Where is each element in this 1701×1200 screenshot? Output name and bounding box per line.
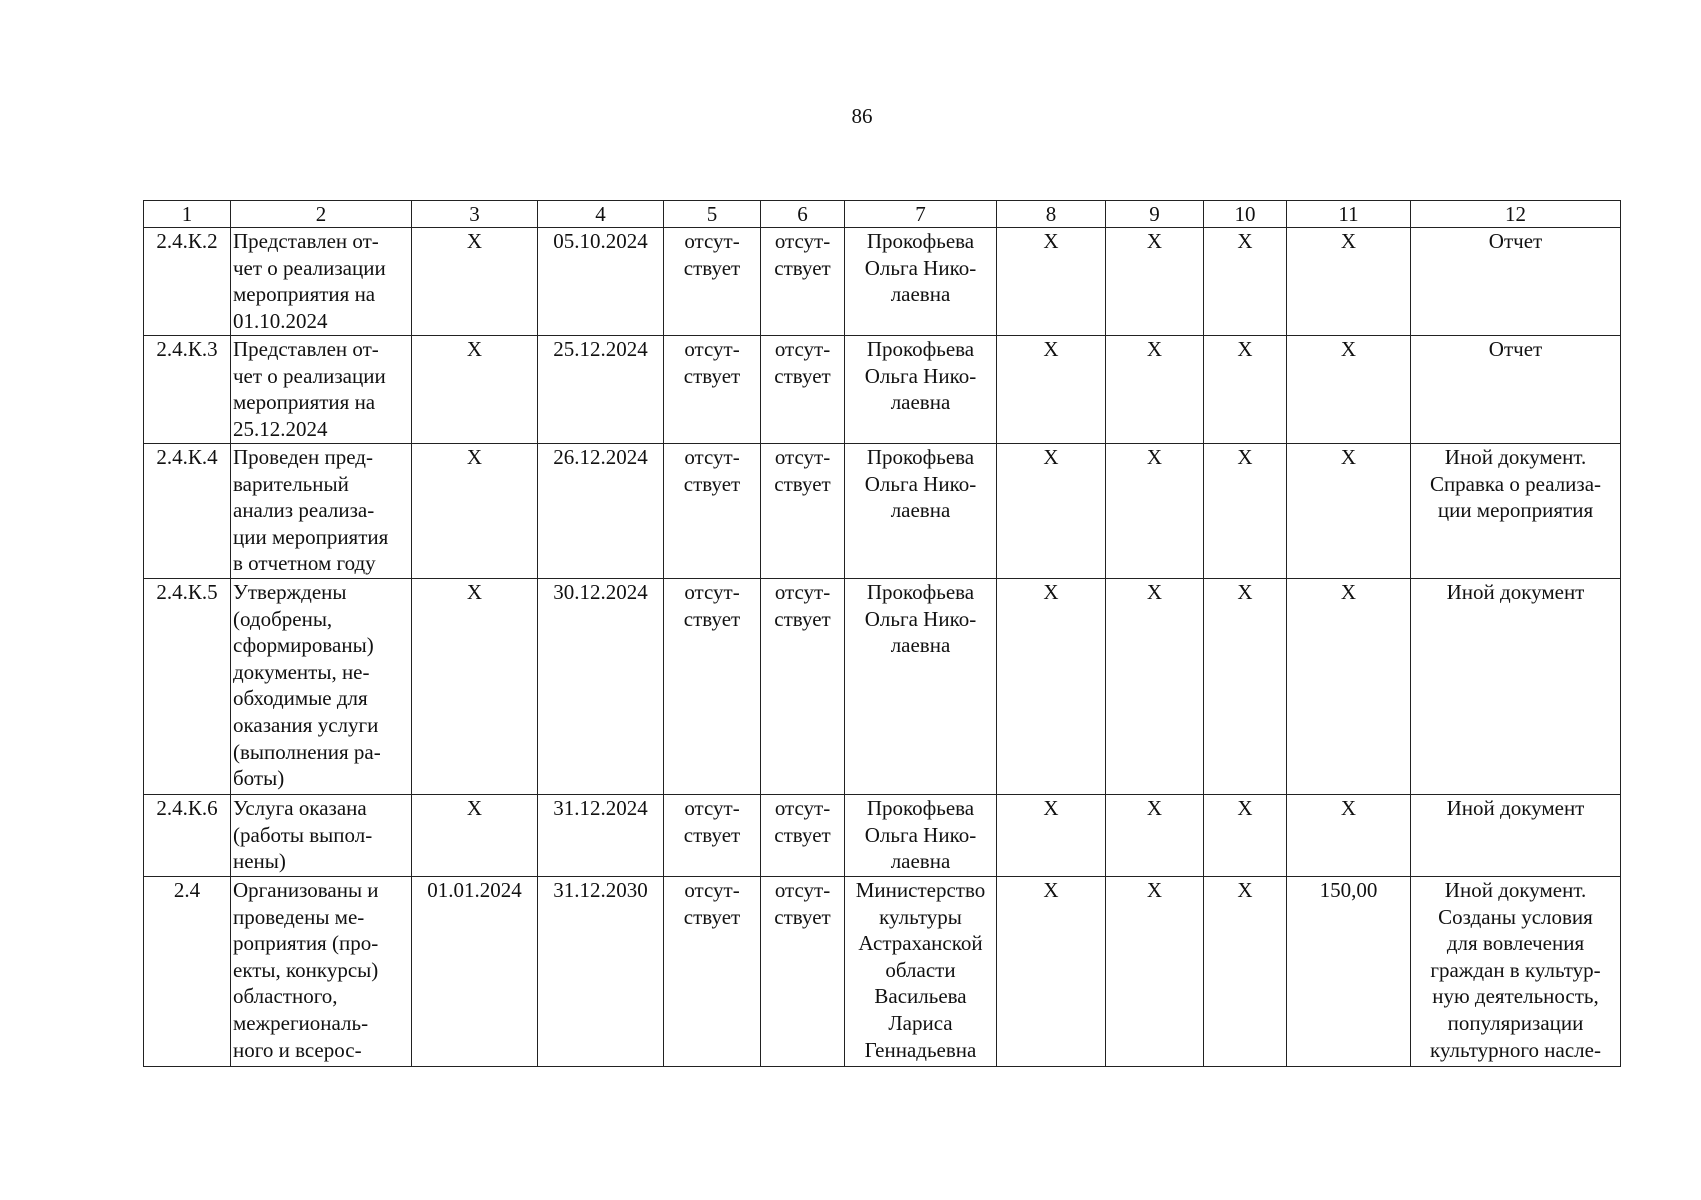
cell-text-line: ствует bbox=[774, 822, 831, 847]
column-number-8: 8 bbox=[997, 201, 1106, 228]
cell-text-line: в отчетном году bbox=[233, 551, 376, 576]
cell-text-line: 01.10.2024 bbox=[233, 308, 328, 333]
column-number-3: 3 bbox=[412, 201, 538, 228]
row-column-6-cell bbox=[761, 228, 845, 336]
cell-text-line: нены) bbox=[233, 849, 286, 874]
cell-text-line: Отчет bbox=[1488, 229, 1543, 253]
cell-text-line: лаевна bbox=[890, 633, 951, 658]
cell-text-line: Отчет bbox=[1488, 337, 1543, 361]
row-column-5-cell bbox=[664, 795, 761, 877]
cell-text-line: отсут- bbox=[684, 229, 740, 253]
row-end-date-cell: 25.12.2024 bbox=[538, 336, 664, 444]
row-column-10-cell: X bbox=[1204, 336, 1287, 444]
row-name-cell bbox=[231, 336, 412, 444]
cell-text-line: отсут- bbox=[774, 796, 831, 820]
row-code-cell: 2.4.К.5 bbox=[144, 579, 231, 795]
cell-text-line: Проведен пред- bbox=[233, 445, 373, 469]
column-number-6: 6 bbox=[761, 201, 845, 228]
row-code-cell: 2.4 bbox=[144, 877, 231, 1067]
cell-text-line: Представлен от- bbox=[233, 337, 379, 361]
row-column-6-cell bbox=[761, 877, 845, 1067]
table-row bbox=[144, 579, 1621, 795]
cell-text-line: 25.12.2024 bbox=[233, 416, 328, 441]
cell-text-line: екты, конкурсы) bbox=[233, 957, 379, 982]
row-responsible-cell bbox=[845, 877, 997, 1067]
column-number-11: 11 bbox=[1287, 201, 1411, 228]
row-code-cell: 2.4.К.6 bbox=[144, 795, 231, 877]
cell-text-line: отсут- bbox=[684, 796, 740, 820]
cell-text-line: оказания услуги bbox=[233, 712, 379, 737]
row-column-11-cell: 150,00 bbox=[1287, 877, 1411, 1067]
cell-text-line: чет о реализации bbox=[233, 255, 386, 280]
row-column-10-cell: X bbox=[1204, 579, 1287, 795]
cell-text-line: ствует bbox=[774, 363, 831, 388]
cell-text-line: Утверждены bbox=[233, 580, 347, 604]
cell-text-line: отсут- bbox=[684, 445, 740, 469]
row-column-5-cell bbox=[664, 877, 761, 1067]
column-number-10: 10 bbox=[1204, 201, 1287, 228]
cell-text-line: Организованы и bbox=[233, 878, 379, 902]
cell-text-line: (выполнения ра- bbox=[233, 739, 381, 764]
row-name-cell bbox=[231, 444, 412, 579]
cell-text-line: Прокофьева bbox=[866, 337, 975, 361]
cell-text-line: Васильева bbox=[874, 984, 967, 1009]
cell-text-line: для вовлечения bbox=[1446, 931, 1585, 956]
cell-text-line: областного, bbox=[233, 984, 338, 1009]
cell-text-line: боты) bbox=[233, 766, 285, 791]
cell-text-line: Прокофьева bbox=[866, 580, 975, 604]
row-column-5-cell bbox=[664, 336, 761, 444]
row-column-11-cell: X bbox=[1287, 579, 1411, 795]
row-responsible-cell bbox=[845, 444, 997, 579]
cell-text-line: ствует bbox=[683, 255, 741, 280]
row-column-10-cell: X bbox=[1204, 228, 1287, 336]
cell-text-line: Справка о реализа- bbox=[1429, 471, 1602, 496]
column-number-12: 12 bbox=[1411, 201, 1621, 228]
table-row bbox=[144, 877, 1621, 1067]
row-column-9-cell: X bbox=[1106, 336, 1204, 444]
row-result-cell bbox=[1411, 444, 1621, 579]
column-number-9: 9 bbox=[1106, 201, 1204, 228]
cell-text-line: Астраханской bbox=[858, 931, 983, 956]
cell-text-line: Представлен от- bbox=[233, 229, 379, 253]
cell-text-line: Ольга Нико- bbox=[864, 471, 977, 496]
cell-text-line: варительный bbox=[233, 471, 349, 496]
row-start-date-cell: X bbox=[412, 444, 538, 579]
cell-text-line: межрегиональ- bbox=[233, 1010, 369, 1035]
cell-text-line: (одобрены, bbox=[233, 606, 333, 631]
cell-text-line: Ольга Нико- bbox=[864, 255, 977, 280]
cell-text-line: отсут- bbox=[684, 580, 740, 604]
column-number-2: 2 bbox=[231, 201, 412, 228]
cell-text-line: мероприятия на bbox=[233, 282, 376, 307]
row-column-10-cell: X bbox=[1204, 444, 1287, 579]
row-column-10-cell: X bbox=[1204, 795, 1287, 877]
cell-text-line: Прокофьева bbox=[866, 445, 975, 469]
row-column-11-cell: X bbox=[1287, 795, 1411, 877]
cell-text-line: Геннадьевна bbox=[864, 1037, 977, 1062]
cell-text-line: лаевна bbox=[890, 282, 951, 307]
column-number-7: 7 bbox=[845, 201, 997, 228]
row-result-cell bbox=[1411, 228, 1621, 336]
cell-text-line: ствует bbox=[683, 606, 741, 631]
row-name-cell bbox=[231, 877, 412, 1067]
table-row bbox=[144, 336, 1621, 444]
row-column-10-cell: X bbox=[1204, 877, 1287, 1067]
table-row bbox=[144, 444, 1621, 579]
row-column-8-cell: X bbox=[997, 444, 1106, 579]
row-column-8-cell: X bbox=[997, 579, 1106, 795]
column-number-4: 4 bbox=[538, 201, 664, 228]
cell-text-line: ствует bbox=[683, 471, 741, 496]
cell-text-line: отсут- bbox=[774, 580, 831, 604]
cell-text-line: Министерство bbox=[855, 878, 986, 902]
cell-text-line: ствует bbox=[683, 363, 741, 388]
column-number-1: 1 bbox=[144, 201, 231, 228]
row-start-date-cell: X bbox=[412, 228, 538, 336]
row-start-date-cell: X bbox=[412, 795, 538, 877]
cell-text-line: мероприятия на bbox=[233, 390, 376, 415]
cell-text-line: лаевна bbox=[890, 849, 951, 874]
cell-text-line: отсут- bbox=[774, 878, 831, 902]
row-column-9-cell: X bbox=[1106, 228, 1204, 336]
cell-text-line: ствует bbox=[774, 904, 831, 929]
row-responsible-cell bbox=[845, 336, 997, 444]
row-column-6-cell bbox=[761, 579, 845, 795]
cell-text-line: Иной документ. bbox=[1444, 878, 1587, 902]
row-end-date-cell: 26.12.2024 bbox=[538, 444, 664, 579]
cell-text-line: Услуга оказана bbox=[233, 796, 367, 820]
cell-text-line: ствует bbox=[774, 471, 831, 496]
cell-text-line: Ольга Нико- bbox=[864, 606, 977, 631]
cell-text-line: отсут- bbox=[774, 337, 831, 361]
table-row bbox=[144, 795, 1621, 877]
cell-text-line: ствует bbox=[683, 904, 741, 929]
row-code-cell: 2.4.К.4 bbox=[144, 444, 231, 579]
cell-text-line: (работы выпол- bbox=[233, 822, 373, 847]
row-code-cell: 2.4.К.2 bbox=[144, 228, 231, 336]
cell-text-line: лаевна bbox=[890, 498, 951, 523]
cell-text-line: ствует bbox=[683, 822, 741, 847]
cell-text-line: отсут- bbox=[774, 445, 831, 469]
row-name-cell bbox=[231, 795, 412, 877]
cell-text-line: Лариса bbox=[888, 1010, 953, 1035]
row-name-cell bbox=[231, 579, 412, 795]
row-end-date-cell: 31.12.2024 bbox=[538, 795, 664, 877]
cell-text-line: популяризации bbox=[1447, 1010, 1584, 1035]
cell-text-line: лаевна bbox=[890, 390, 951, 415]
column-number-row bbox=[144, 201, 1621, 228]
cell-text-line: Прокофьева bbox=[866, 229, 975, 253]
row-column-9-cell: X bbox=[1106, 877, 1204, 1067]
row-column-8-cell: X bbox=[997, 228, 1106, 336]
row-start-date-cell: X bbox=[412, 579, 538, 795]
row-result-cell bbox=[1411, 336, 1621, 444]
row-column-11-cell: X bbox=[1287, 336, 1411, 444]
row-start-date-cell: X bbox=[412, 336, 538, 444]
row-end-date-cell: 05.10.2024 bbox=[538, 228, 664, 336]
cell-text-line: Ольга Нико- bbox=[864, 363, 977, 388]
row-column-9-cell: X bbox=[1106, 579, 1204, 795]
row-column-5-cell bbox=[664, 228, 761, 336]
row-column-8-cell: X bbox=[997, 877, 1106, 1067]
cell-text-line: ствует bbox=[774, 606, 831, 631]
row-result-cell bbox=[1411, 877, 1621, 1067]
cell-text-line: сформированы) bbox=[233, 633, 374, 658]
cell-text-line: анализ реализа- bbox=[233, 498, 375, 523]
page-number: 86 bbox=[851, 104, 873, 128]
row-end-date-cell: 30.12.2024 bbox=[538, 579, 664, 795]
row-column-9-cell: X bbox=[1106, 444, 1204, 579]
row-responsible-cell bbox=[845, 579, 997, 795]
cell-text-line: граждан в культур- bbox=[1430, 957, 1601, 982]
cell-text-line: ции мероприятия bbox=[233, 524, 389, 549]
cell-text-line: отсут- bbox=[684, 337, 740, 361]
cell-text-line: отсут- bbox=[684, 878, 740, 902]
cell-text-line: отсут- bbox=[774, 229, 831, 253]
row-result-cell bbox=[1411, 579, 1621, 795]
row-responsible-cell bbox=[845, 795, 997, 877]
cell-text-line: ную деятельность, bbox=[1432, 984, 1599, 1009]
cell-text-line: Ольга Нико- bbox=[864, 822, 977, 847]
cell-text-line: обходимые для bbox=[233, 686, 368, 711]
cell-text-line: Созданы условия bbox=[1438, 904, 1593, 929]
row-column-8-cell: X bbox=[997, 795, 1106, 877]
cell-text-line: культурного насле- bbox=[1430, 1037, 1601, 1062]
row-column-5-cell bbox=[664, 444, 761, 579]
row-column-6-cell bbox=[761, 336, 845, 444]
table-body bbox=[144, 228, 1621, 1067]
row-responsible-cell bbox=[845, 228, 997, 336]
row-start-date-cell: 01.01.2024 bbox=[412, 877, 538, 1067]
row-column-6-cell bbox=[761, 795, 845, 877]
row-column-5-cell bbox=[664, 579, 761, 795]
cell-text-line: Прокофьева bbox=[866, 796, 975, 820]
cell-text-line: роприятия (про- bbox=[233, 931, 379, 956]
row-name-cell bbox=[231, 228, 412, 336]
cell-text-line: документы, не- bbox=[233, 659, 370, 684]
row-column-9-cell: X bbox=[1106, 795, 1204, 877]
cell-text-line: чет о реализации bbox=[233, 363, 386, 388]
cell-text-line: ции мероприятия bbox=[1437, 498, 1594, 523]
row-column-11-cell: X bbox=[1287, 228, 1411, 336]
cell-text-line: ного и всерос- bbox=[233, 1037, 362, 1062]
row-code-cell: 2.4.К.3 bbox=[144, 336, 231, 444]
row-column-6-cell bbox=[761, 444, 845, 579]
cell-text-line: культуры bbox=[879, 904, 962, 929]
cell-text-line: Иной документ bbox=[1446, 796, 1585, 820]
row-column-8-cell: X bbox=[997, 336, 1106, 444]
cell-text-line: ствует bbox=[774, 255, 831, 280]
cell-text-line: Иной документ. bbox=[1444, 445, 1587, 469]
row-end-date-cell: 31.12.2030 bbox=[538, 877, 664, 1067]
column-number-5: 5 bbox=[664, 201, 761, 228]
cell-text-line: проведены ме- bbox=[233, 904, 365, 929]
cell-text-line: Иной документ bbox=[1446, 580, 1585, 604]
row-result-cell bbox=[1411, 795, 1621, 877]
cell-text-line: области bbox=[885, 957, 956, 982]
plan-table bbox=[143, 200, 1621, 1067]
table-row bbox=[144, 228, 1621, 336]
row-column-11-cell: X bbox=[1287, 444, 1411, 579]
